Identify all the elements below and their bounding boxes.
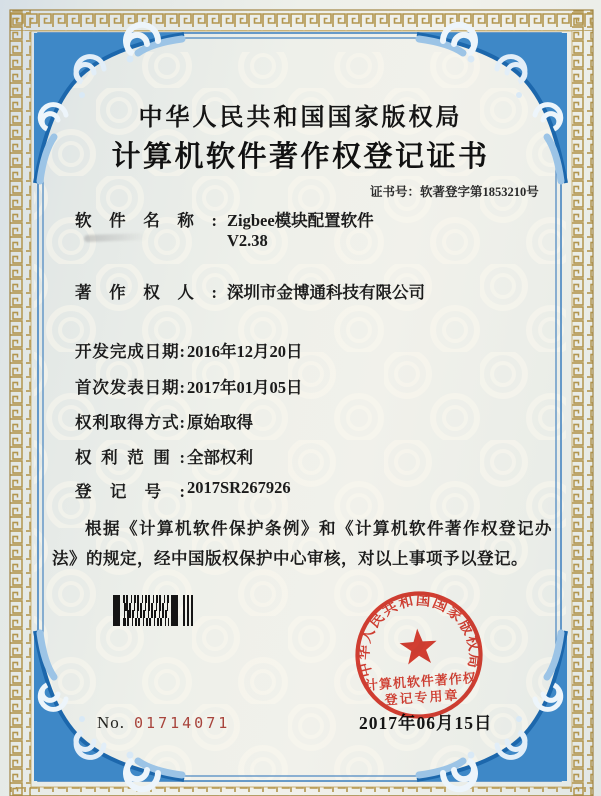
field-label: 登记号: — [75, 482, 185, 501]
serial-number-label: No. — [97, 713, 126, 732]
field-label: 权利取得方式: — [75, 413, 185, 432]
field-completion-date — [75, 338, 303, 362]
barcode-stop-bar — [191, 595, 193, 626]
certificate-number-label: 证书号： — [370, 185, 421, 199]
barcode-stop-bar — [183, 595, 185, 626]
field-value: 2016年12月20日 — [187, 342, 303, 361]
registration-declaration: 根据《计算机软件保护条例》和《计算机软件著作权登记办法》的规定，经中国版权保护中心审核，对以上事项予以登记。 — [52, 519, 552, 568]
issue-date: 2017年06月15日 — [359, 713, 493, 733]
field-value: 全部权利 — [187, 448, 253, 467]
field-acquisition-method — [75, 409, 253, 433]
field-registration-number — [75, 478, 291, 502]
field-value: Zigbee模块配置软件 — [227, 211, 374, 230]
field-label: 开发完成日期: — [75, 342, 185, 361]
field-software-name — [75, 207, 374, 251]
seal-line1: 计算机软件著作权 — [364, 670, 478, 693]
field-first-publication-date — [75, 374, 303, 398]
field-label: 权利范围: — [75, 448, 185, 467]
field-label: 软件名称: — [75, 211, 217, 230]
certificate-number-line — [370, 182, 539, 200]
serial-number-line — [97, 713, 230, 733]
barcode-stop-bar — [187, 595, 189, 626]
certificate-number-value: 软著登字第1853210号 — [420, 185, 539, 199]
field-value: 原始取得 — [187, 413, 253, 432]
issuing-authority-title: 中华人民共和国国家版权局 — [138, 105, 463, 131]
barcode-stop-bar — [171, 595, 178, 626]
field-rights-scope — [75, 444, 253, 468]
seal-ring-text: 中华人民共和国国家版权局 — [356, 592, 483, 679]
certificate-title: 计算机软件著作权登记证书 — [111, 141, 490, 173]
official-seal — [342, 578, 496, 732]
star-icon — [399, 627, 438, 665]
barcode-data-area — [123, 595, 169, 626]
serial-number-value: 01714071 — [134, 714, 231, 732]
field-label: 首次发表日期: — [75, 378, 185, 397]
field-copyright-owner — [75, 279, 425, 303]
barcode-start-bar — [113, 595, 120, 626]
seal-line2: 登记专用章 — [384, 687, 460, 708]
field-value: 2017SR267926 — [187, 478, 291, 497]
field-value: 2017年01月05日 — [187, 378, 303, 397]
field-value: 深圳市金博通科技有限公司 — [227, 283, 425, 302]
field-label: 著作权人: — [75, 283, 217, 302]
barcode — [113, 595, 201, 626]
field-value-version: V2.38 — [227, 231, 268, 250]
